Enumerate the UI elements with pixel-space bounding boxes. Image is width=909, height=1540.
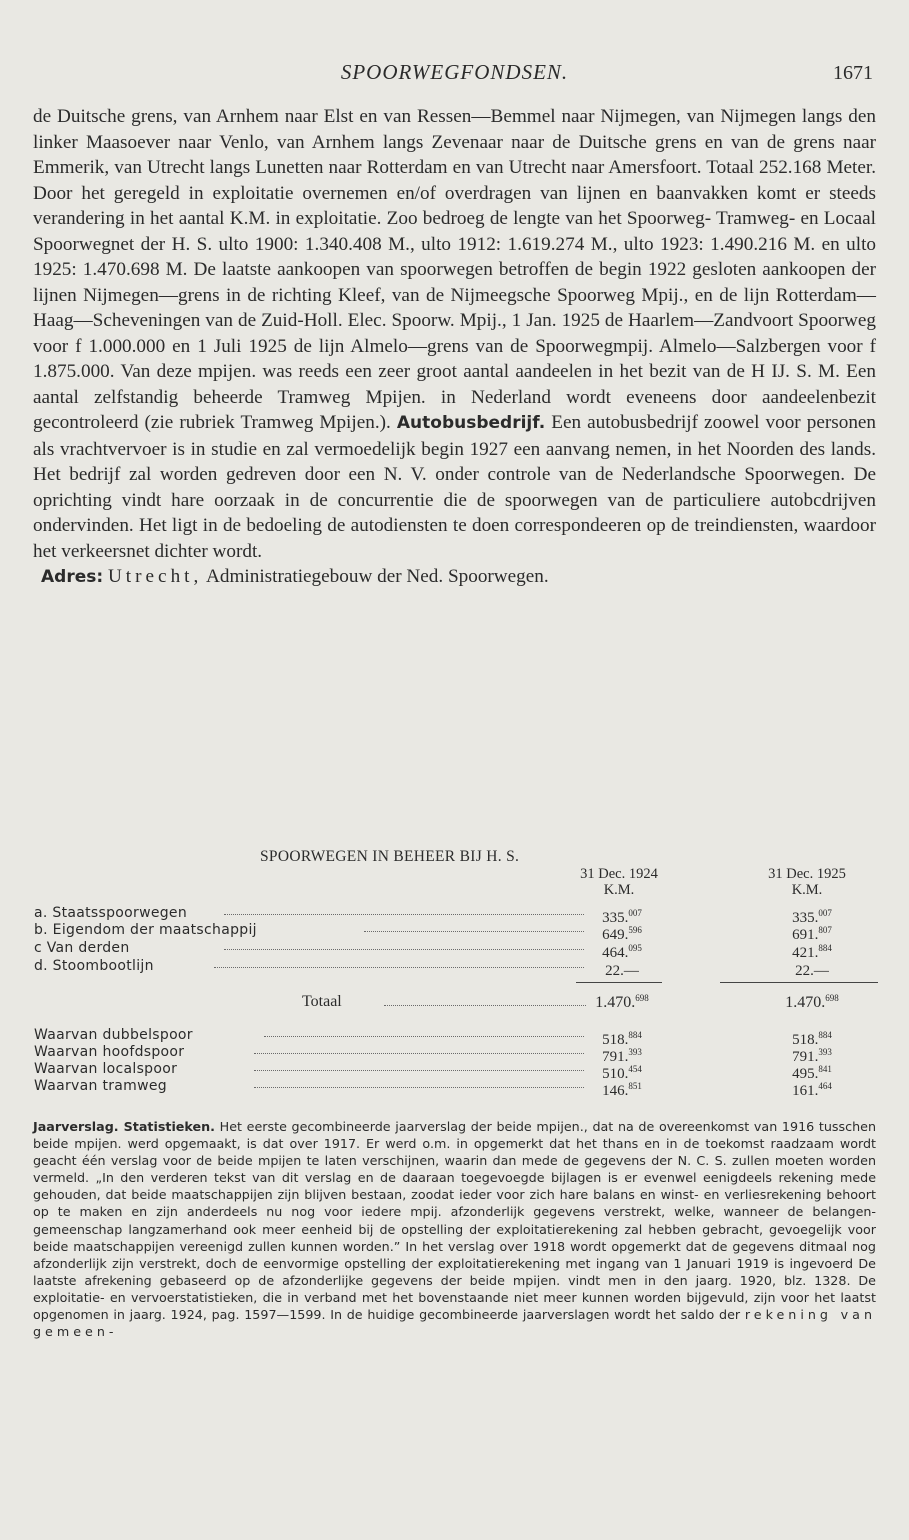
leader-dots xyxy=(214,967,584,968)
value-1924: 649.$^{596}$ xyxy=(602,925,642,943)
table-row xyxy=(34,1027,869,1048)
value-1925: 791.$^{393}$ xyxy=(792,1047,832,1065)
autobus-heading: Autobusbedrijf. xyxy=(396,413,546,433)
page-number: 1671 xyxy=(833,62,873,84)
address-line xyxy=(33,566,549,587)
row-label: Waarvan localspoor xyxy=(34,1061,178,1077)
row-label: Waarvan dubbelspoor xyxy=(34,1027,193,1043)
leader-dots xyxy=(364,931,584,932)
row-label: a. Staatsspoorwegen xyxy=(34,905,188,921)
report-tail: rekening van gemeen- xyxy=(33,1307,876,1340)
sum-rule-1925 xyxy=(720,982,878,983)
address-city: Utrecht, xyxy=(107,566,203,587)
value-1924: 464.$^{095}$ xyxy=(602,943,642,961)
leader-dots xyxy=(224,914,584,915)
table-row xyxy=(34,905,869,926)
total-label: Totaal xyxy=(302,993,342,1010)
main-text xyxy=(33,104,876,591)
total-1924: 1.470.$^{698}$ xyxy=(595,993,649,1011)
value-1925: 335.$^{007}$ xyxy=(792,908,832,926)
leader-dots xyxy=(254,1053,584,1054)
running-title: SPOORWEGFONDSEN. xyxy=(340,60,569,84)
address-rest: Administratiegebouw der Ned. Spoorwegen. xyxy=(206,566,549,587)
sum-rule-1924 xyxy=(576,982,662,983)
page-header xyxy=(0,60,909,90)
total-1925: 1.470.$^{698}$ xyxy=(785,993,839,1011)
leader-dots xyxy=(254,1070,584,1071)
table-row xyxy=(34,940,869,961)
column-header-1924 xyxy=(564,866,674,898)
value-1925: 161.$^{464}$ xyxy=(792,1081,832,1099)
address-label: Adres: xyxy=(41,567,104,587)
value-1924: 335.$^{007}$ xyxy=(602,908,642,926)
value-1925: 421.$^{884}$ xyxy=(792,943,832,961)
table-row xyxy=(34,958,869,979)
row-label: b. Eigendom der maatschappij xyxy=(34,922,257,938)
row-label: Waarvan hoofdspoor xyxy=(34,1044,185,1060)
value-1925: 691.$^{807}$ xyxy=(792,925,832,943)
value-1924: 22.— xyxy=(605,963,639,979)
annual-report-paragraph xyxy=(33,1118,876,1340)
value-1924: 146.$^{851}$ xyxy=(602,1081,642,1099)
table-row xyxy=(34,922,869,943)
value-1925: 22.— xyxy=(795,963,829,979)
paragraph-autobus: Een autobusbedrijf zoowel voor personen als vrachtvervoer is in studie en zal vermoedelijk begin 1927 een aanvang nemen, in het Noorden des lands. Het bedrijf zal worden gedreven door een N. V. onder controle van de Nederlandsche Spoorwegen. De oprichting vindt hare oorzaak in de concurrentie die de spoorwegen van de particuliere autobcdrijven ondervinden. Het ligt in de bedoeling de autodiensten te doen correspondeeren op de treindiensten, waardoor het verkeersnet dichter wordt. xyxy=(33,412,877,562)
table-row xyxy=(34,1061,869,1082)
value-1924: 518.$^{884}$ xyxy=(602,1030,642,1048)
report-text: Het eerste gecombineerde jaarverslag der beide mpijen., dat na de overeenkomst van 1916 tusschen beide mpijen. werd opgemaakt, is dat over 1917. Er werd o.m. in opgemerkt dat het thans en in de toekomst raadzaam wordt geacht één verslag voor de beide mpijen te laten verschijnen, waarin dan mede de gegevens der N. C. S. zullen moeten worden vermeld. „In den verderen tekst van dit verslag en de daaraan toegevoegde bijlagen is er evenwel eenigdeels rekening mede gehouden, dat beide maatschappijen zijn blijven bestaan, zoodat ieder voor zich hare balans en winst- en verliesrekening behoort op te maken en zijn anderdeels nu nog voor iedere mpij. afzonderlijk gegevens verstrekt, welke, wanneer de belangen-gemeenschap langzamerhand ook meer eenheid bij de opstelling der exploitatierekening zal hebben gebracht, gevoegelijk voor beide maatschappijen vereenigd zullen kunnen worden.” In het verslag over 1918 wordt opgemerkt dat de gegevens ditmaal nog afzonderlijk zijn verstrekt, doch de eenvormige opstelling der exploitatierekening met ingang van 1 Januari 1919 is ingevoerd De laatste afrekening gebaseerd op de afzonderlijke gegevens der beide mpijen. vindt men in den jaarg. 1920, blz. 1328. De exploitatie- en vervoerstatistieken, die in verband met het bovenstaande niet meer kunnen worden bijgevuld, zijn voor het laatst opgenomen in jaarg. 1924, pag. 1597—1599. In de huidige gecombineerde jaarverslagen wordt het saldo der xyxy=(33,1119,876,1323)
leader-dots xyxy=(384,1005,586,1006)
column-unit: K.M. xyxy=(791,882,823,898)
paragraph-history: de Duitsche grens, van Arnhem naar Elst en van Ressen—Bemmel naar Nijmegen, van Nijmegen langs den linker Maasoever naar Venlo, van Arnhem langs Zevenaar naar de Duitsche grens en van de grens naar Emmerik, van Utrecht langs Lunetten naar Rotterdam en van Utrecht naar Amersfoort. Totaal 252.168 Meter. Door het geregeld in exploitatie overnemen en/of overdragen van lijnen en baanvakken komt er steeds verandering in het aantal K.M. in exploitatie. Zoo bedroeg de lengte van het Spoorweg- Tramweg- en Locaal Spoorwegnet der H. S. ulto 1900: 1.340.408 M., ulto 1912: 1.619.274 M., ulto 1923: 1.490.216 M. en ulto 1925: 1.470.698 M. De laatste aankoopen van spoorwegen betroffen de begin 1922 gesloten aankoopen der lijnen Nijmegen—grens in de richting Kleef, van de Nijmeegsche Spoorweg Mpij., en de lijn Rotterdam—Haag—Scheveningen van de Zuid-Holl. Elec. Spoorw. Mpij., 1 Jan. 1925 de Haarlem—Zandvoort Spoorweg voor f 1.000.000 en 1 Juli 1925 de lijn Almelo—grens van de Spoorwegmpij. Almelo—Salzbergen voor f 1.875.000. Van deze mpijen. was reeds een zeer groot aantal aandeelen in het bezit van de H IJ. S. M. Een aantal zelfstandig beheerde Tramweg Mpijen. in Nederland wordt eveneens door aandeelenbezit gecontroleerd (zie rubriek Tramweg Mpijen.). xyxy=(33,106,876,433)
table-row xyxy=(34,1044,869,1065)
column-date: 31 Dec. 1924 xyxy=(580,866,658,882)
value-1925: 518.$^{884}$ xyxy=(792,1030,832,1048)
table-title: SPOORWEGEN IN BEHEER BIJ H. S. xyxy=(260,848,520,865)
leader-dots xyxy=(264,1036,584,1037)
leader-dots xyxy=(254,1087,584,1088)
column-date: 31 Dec. 1925 xyxy=(768,866,846,882)
row-label: c Van derden xyxy=(34,940,130,956)
value-1925: 495.$^{841}$ xyxy=(792,1064,832,1082)
row-label: d. Stoombootlijn xyxy=(34,958,154,974)
total-row xyxy=(34,993,869,1013)
report-heading: Jaarverslag. Statistieken. xyxy=(33,1119,215,1134)
column-header-1925 xyxy=(752,866,862,898)
row-label: Waarvan tramweg xyxy=(34,1078,167,1094)
value-1924: 510.$^{454}$ xyxy=(602,1064,642,1082)
column-unit: K.M. xyxy=(603,882,635,898)
value-1924: 791.$^{393}$ xyxy=(602,1047,642,1065)
leader-dots xyxy=(224,949,584,950)
table-row xyxy=(34,1078,869,1099)
